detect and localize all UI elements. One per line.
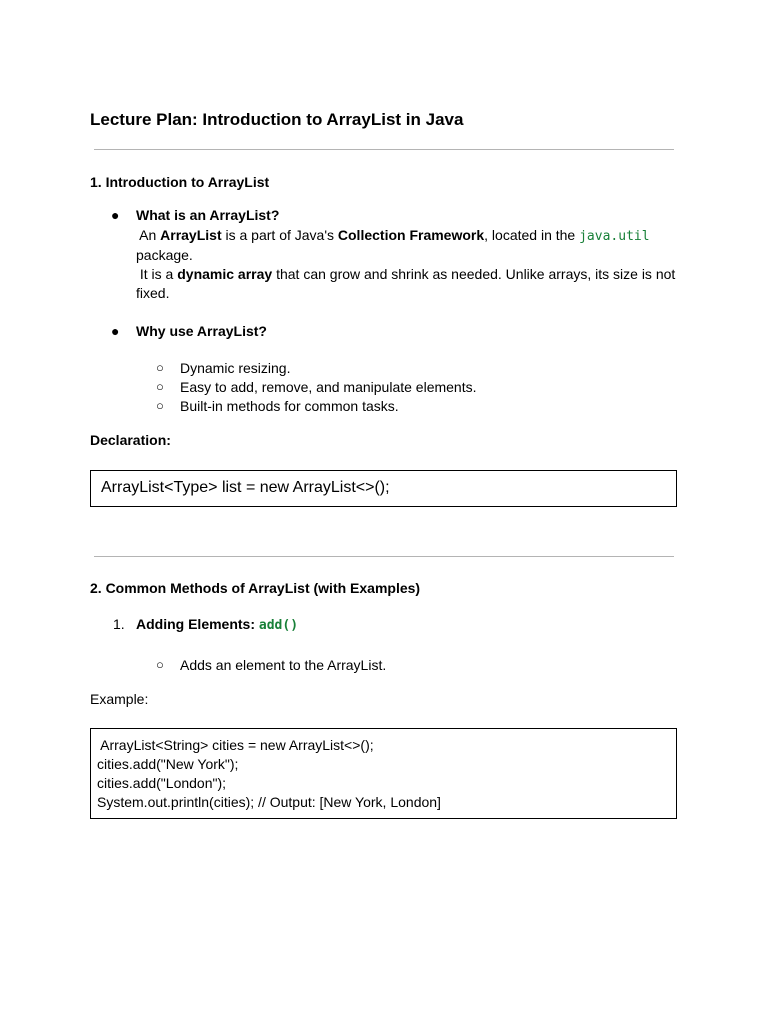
paragraph-arraylist-definition — [136, 226, 650, 246]
code-block-example — [90, 728, 677, 819]
section-heading-introduction: 1. Introduction to ArrayList — [90, 174, 270, 190]
list-item: Easy to add, remove, and manipulate elements. — [180, 379, 477, 395]
sub-bullet-marker: ○ — [156, 398, 164, 413]
item-label: Adding Elements: — [136, 616, 259, 632]
code-line: System.out.println(cities); // Output: [New York, London] — [97, 794, 441, 810]
inline-code-java-util: java.util — [579, 229, 650, 244]
sub-bullet-marker: ○ — [156, 360, 164, 375]
text-run: An — [136, 227, 161, 243]
code-block-declaration — [90, 470, 677, 507]
text-run: , located in the — [484, 227, 580, 243]
paragraph-dynamic-array — [136, 265, 675, 284]
code-line: ArrayList<Type> list = new ArrayList<>(); — [101, 479, 390, 496]
bullet-marker: ● — [111, 207, 120, 223]
bold-term-arraylist: ArrayList — [160, 227, 222, 243]
declaration-label: Declaration: — [90, 432, 171, 448]
sub-bullet-marker: ○ — [156, 379, 164, 394]
divider — [94, 149, 674, 150]
sub-bullet-marker: ○ — [156, 657, 164, 672]
paragraph-continuation: package. — [136, 247, 193, 263]
text-run: is a part of Java's — [221, 227, 338, 243]
list-item: Dynamic resizing. — [180, 360, 291, 376]
code-line: ArrayList<String> cities = new ArrayList<>(); — [97, 737, 374, 753]
code-line: cities.add("London"); — [97, 775, 227, 791]
numbered-item-adding-elements — [136, 615, 298, 635]
bold-term-dynamic-array: dynamic array — [177, 266, 273, 282]
page-title: Lecture Plan: Introduction to ArrayList in Java — [90, 110, 464, 129]
divider — [94, 556, 674, 557]
example-label: Example: — [90, 691, 149, 707]
list-number: 1. — [113, 616, 125, 632]
section-heading-common-methods: 2. Common Methods of ArrayList (with Examples) — [90, 580, 421, 596]
text-run: It is a — [136, 266, 178, 282]
bullet-marker: ● — [111, 323, 120, 339]
code-line: cities.add("New York"); — [97, 756, 239, 772]
text-run: that can grow and shrink as needed. Unlike arrays, its size is not — [272, 266, 676, 282]
bullet-label-why-use: Why use ArrayList? — [136, 323, 267, 339]
paragraph-continuation: fixed. — [136, 285, 170, 301]
list-item: Built-in methods for common tasks. — [180, 398, 399, 414]
list-item: Adds an element to the ArrayList. — [180, 657, 387, 673]
bold-term-collection-framework: Collection Framework — [337, 227, 485, 243]
bullet-label-what-is: What is an ArrayList? — [136, 207, 280, 223]
inline-code-add: add() — [258, 618, 299, 633]
